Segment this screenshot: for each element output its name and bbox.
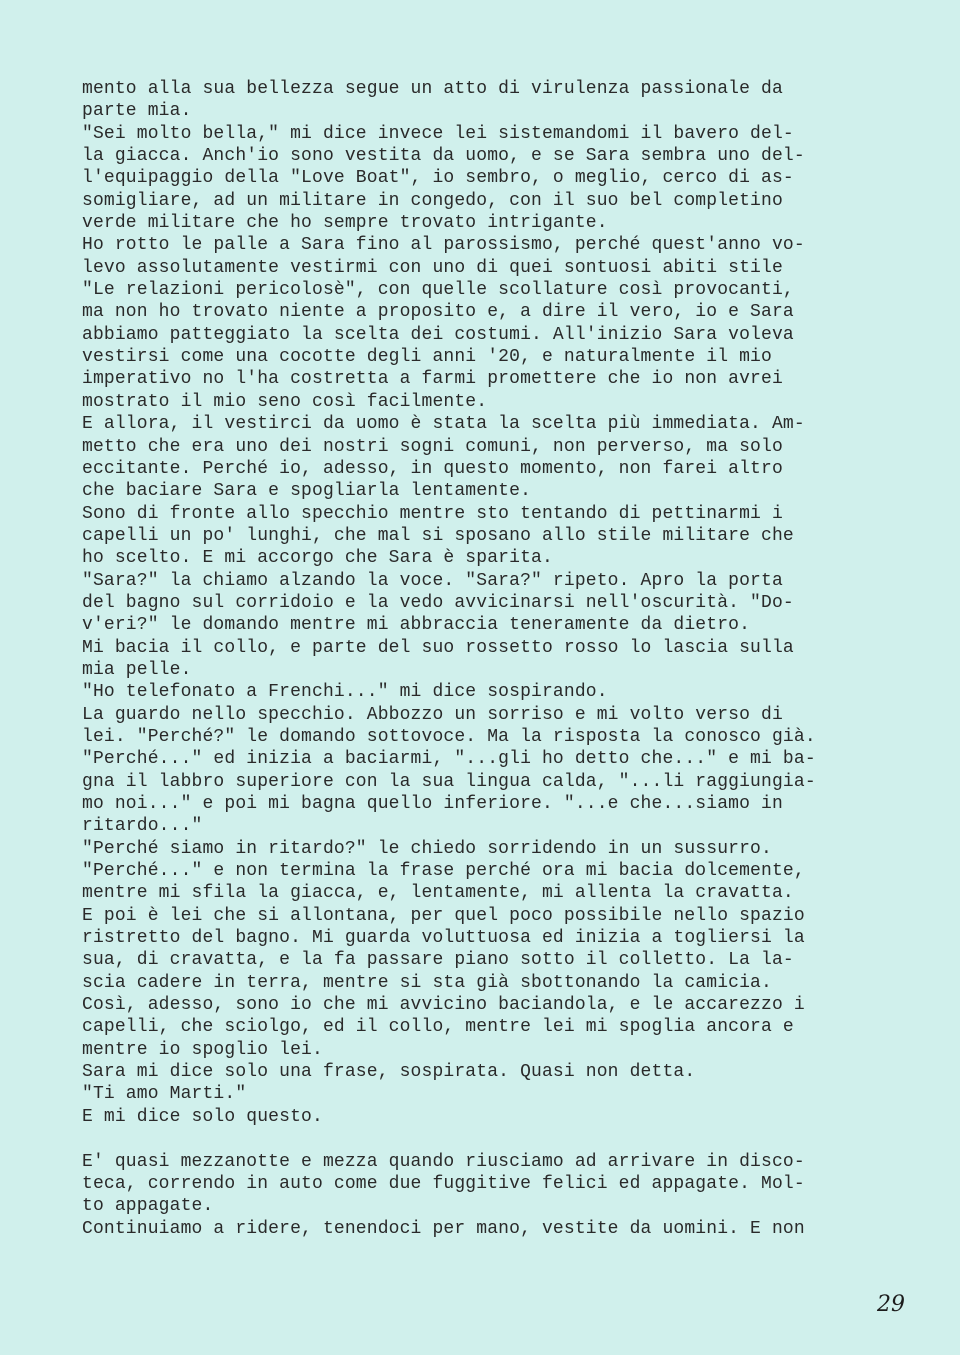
text-line: E allora, il vestirci da uomo è stata la scelta più immediata. Am- (82, 414, 805, 435)
text-line: scia cadere in terra, mentre si sta già sbottonando la camicia. (82, 972, 772, 993)
text-line: abbiamo patteggiato la scelta dei costumi. All'inizio Sara voleva (82, 324, 794, 345)
text-line: capelli, che sciolgo, ed il collo, mentre lei mi spoglia ancora e (82, 1017, 794, 1038)
text-line: somigliare, ad un militare in congedo, con il suo bel completino (82, 190, 783, 211)
text-line: ho scelto. E mi accorgo che Sara è sparita. (82, 548, 553, 569)
text-line: "Perché..." e non termina la frase perché ora mi bacia dolcemente, (82, 861, 805, 882)
text-line: ma non ho trovato niente a proposito e, a dire il vero, io e Sara (82, 302, 794, 323)
text-line: mo noi..." e poi mi bagna quello inferiore. "...e che...siamo in (82, 794, 783, 814)
text-line: mia pelle. (82, 659, 192, 680)
text-line: mentre mi sfila la giacca, e, lentamente, mi allenta la cravatta. (82, 883, 794, 904)
text-line: gna il labbro superiore con la sua lingua calda, "...li raggiungia- (82, 771, 816, 792)
text-line: lei. "Perché?" le domando sottovoce. Ma la risposta la conosco già. (82, 726, 816, 747)
text-line: E poi è lei che si allontana, per quel poco possibile nello spazio (82, 905, 805, 926)
text-line: che baciare Sara e spogliarla lentamente. (82, 481, 532, 502)
text-line: Così, adesso, sono io che mi avvicino baciandola, e le accarezzo i (82, 995, 805, 1016)
text-line: mostrato il mio seno così facilmente. (82, 391, 488, 412)
text-line: sua, di cravatta, e la fa passare piano sotto il colletto. La la- (82, 950, 794, 971)
text-line: Sono di fronte allo specchio mentre sto tentando di pettinarmi i (82, 503, 783, 524)
text-line: v'eri?" le domando mentre mi abbraccia teneramente da dietro. (82, 615, 751, 636)
text-line: "Ti amo Marti." (82, 1084, 247, 1105)
text-line: to appagate. (82, 1196, 214, 1217)
text-line: parte mia. (82, 101, 192, 122)
text-line: metto che era uno dei nostri sogni comuni, non perverso, ma solo (82, 436, 783, 457)
text-line: mento alla sua bellezza segue un atto di virulenza passionale da (82, 79, 783, 99)
body-text (82, 78, 882, 1240)
page-number: 29 (877, 1292, 905, 1317)
text-line: vestirsi come una cocotte degli anni '20, e naturalmente il mio (82, 347, 772, 368)
text-line: imperativo no l'ha costretta a farmi promettere che io non avrei (82, 369, 783, 390)
text-line: La guardo nello specchio. Abbozzo un sorriso e mi volto verso di (82, 704, 783, 725)
text-line: levo assolutamente vestirmi con uno di quei sontuosi abiti stile (82, 257, 783, 278)
text-line: mentre io spoglio lei. (82, 1039, 323, 1060)
text-line (82, 1128, 882, 1150)
text-line: "Perché siamo in ritardo?" le chiedo sorridendo in un sussurro. (82, 838, 772, 859)
text-line: E' quasi mezzanotte e mezza quando riusciamo ad arrivare in disco- (82, 1151, 805, 1172)
text-line: ristretto del bagno. Mi guarda voluttuosa ed inizia a togliersi la (82, 928, 805, 949)
text-line: "Le relazioni pericolosè", con quelle scollature così provocanti, (82, 280, 794, 301)
text-line: "Sei molto bella," mi dice invece lei sistemandomi il bavero del- (82, 123, 794, 144)
text-line: teca, correndo in auto come due fuggitive felici ed appagate. Mol- (82, 1173, 805, 1194)
text-line: verde militare che ho sempre trovato intrigante. (82, 213, 608, 234)
text-line: Sara mi dice solo una frase, sospirata. Quasi non detta. (82, 1062, 696, 1083)
text-line: "Sara?" la chiamo alzando la voce. "Sara?" ripeto. Apro la porta (82, 570, 783, 591)
text-line: "Perché..." ed inizia a baciarmi, "...gli ho detto che..." e mi ba- (82, 749, 816, 770)
text-line: Mi bacia il collo, e parte del suo rossetto rosso lo lascia sulla (82, 637, 794, 658)
text-line: la giacca. Anch'io sono vestita da uomo, e se Sara sembra uno del- (82, 146, 805, 167)
text-line: eccitante. Perché io, adesso, in questo momento, non farei altro (82, 458, 783, 479)
text-line: l'equipaggio della "Love Boat", io sembro, o meglio, cerco di as- (82, 168, 794, 189)
text-line: del bagno sul corridoio e la vedo avvicinarsi nell'oscurità. "Do- (82, 592, 794, 613)
text-line: capelli un po' lunghi, che mal si sposano allo stile militare che (82, 525, 794, 546)
text-line: Continuiamo a ridere, tenendoci per mano, vestite da uomini. E non (82, 1218, 805, 1239)
text-line: "Ho telefonato a Frenchi..." mi dice sospirando. (82, 682, 608, 703)
text-line: Ho rotto le palle a Sara fino al parossismo, perché quest'anno vo- (82, 235, 805, 256)
text-line: ritardo..." (82, 816, 203, 837)
text-line: E mi dice solo questo. (82, 1106, 323, 1127)
